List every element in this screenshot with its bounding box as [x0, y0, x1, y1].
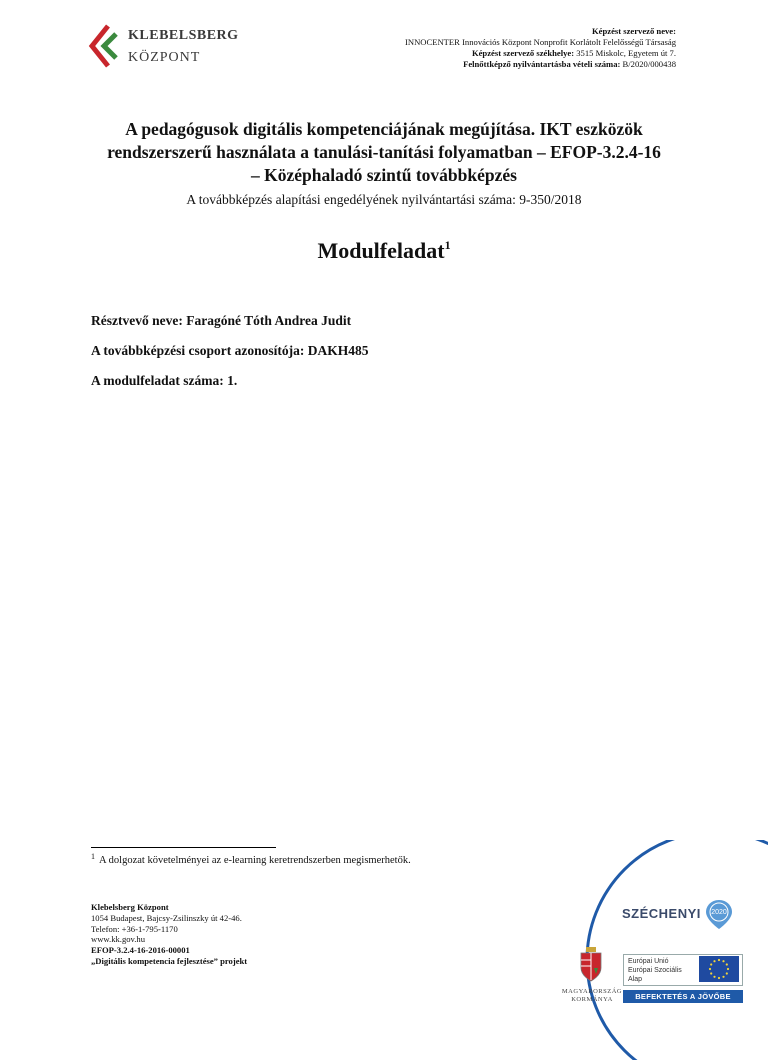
document-title: [80, 118, 688, 187]
gov-line1: MAGYARORSZÁG: [561, 988, 623, 995]
contact-org: Klebelsberg Központ: [91, 902, 169, 912]
footnote-separator: [91, 847, 276, 848]
title-line2: rendszerszerű használata a tanulási-tanítási folyamatban – EFOP-3.2.4-16: [107, 142, 661, 162]
org-name: INNOCENTER Innovációs Központ Nonprofit Korlátolt Felelősségű Társaság: [405, 37, 676, 47]
task-number: A modulfeladat száma: 1.: [91, 373, 238, 388]
page-heading: [80, 238, 688, 264]
seat-label: Képzést szervező székhelye:: [471, 48, 575, 58]
klebelsberg-logo: [86, 22, 239, 72]
reg-label: Felnőttképző nyilvántartásba vételi száma:: [463, 59, 621, 69]
contact-web: www.kk.gov.hu: [91, 934, 146, 945]
szechenyi-year: 2020: [711, 909, 727, 916]
coat-of-arms-icon: [578, 946, 604, 982]
contact-project-suffix: projekt: [217, 955, 248, 966]
org-label: Képzést szervező neve:: [592, 26, 676, 36]
eu-line1: Európai Unió: [628, 958, 669, 965]
contact-block: [91, 902, 247, 967]
footnote-text: A dolgozat követelményei az e-learning keretrendszerben megismerhetők.: [97, 855, 411, 866]
eu-line3: Alap: [628, 976, 643, 983]
szechenyi-brand: SZÉCHENYI: [622, 906, 701, 921]
title-line3: – Középhaladó szintű továbbképzés: [251, 165, 517, 185]
investment-slogan: BEFEKTETÉS A JÖVŐBE: [623, 990, 743, 1003]
klebelsberg-emblem-icon: [86, 22, 126, 72]
footnote: [91, 852, 411, 866]
group-id: A továbbképzési csoport azonosítója: DAKH485: [91, 343, 369, 358]
participant-name: Résztvevő neve: Faragóné Tóth Andrea Judit: [91, 313, 352, 328]
reg-value: B/2020/000438: [620, 59, 676, 69]
contact-address: 1054 Budapest, Bajcsy-Zsilinszky út 42-46.: [91, 912, 242, 923]
organizer-info: [405, 26, 676, 70]
contact-project-name: „Digitális kompetencia fejlesztése”: [91, 955, 218, 966]
szechenyi-badge-outline: [520, 840, 768, 1060]
footnote-number: 1: [91, 852, 95, 861]
document-subtitle: A továbbképzés alapítási engedélyének nyilvántartási száma: 9-350/2018: [186, 192, 582, 207]
gov-line2: KORMÁNYA: [571, 996, 613, 1003]
contact-phone: Telefon: +36-1-795-1170: [91, 923, 178, 934]
hungarian-government-label: [560, 988, 624, 1004]
title-line1: A pedagógusok digitális kompetenciájának megújítása. IKT eszközök: [125, 119, 643, 139]
heading-text: Modulfeladat: [317, 238, 445, 263]
seat-value: 3515 Miskolc, Egyetem út 7.: [574, 48, 676, 58]
logo-line1: KLEBELSBERG: [128, 28, 239, 43]
heading-footnote-ref: 1: [444, 238, 451, 252]
eu-line2: Európai Szociális: [628, 967, 682, 974]
eu-flag-icon: [699, 956, 739, 982]
logo-line2: KÖZPONT: [128, 50, 201, 65]
contact-project-code: EFOP-3.2.4-16-2016-00001: [91, 945, 190, 956]
eu-fund-text: [628, 957, 682, 984]
